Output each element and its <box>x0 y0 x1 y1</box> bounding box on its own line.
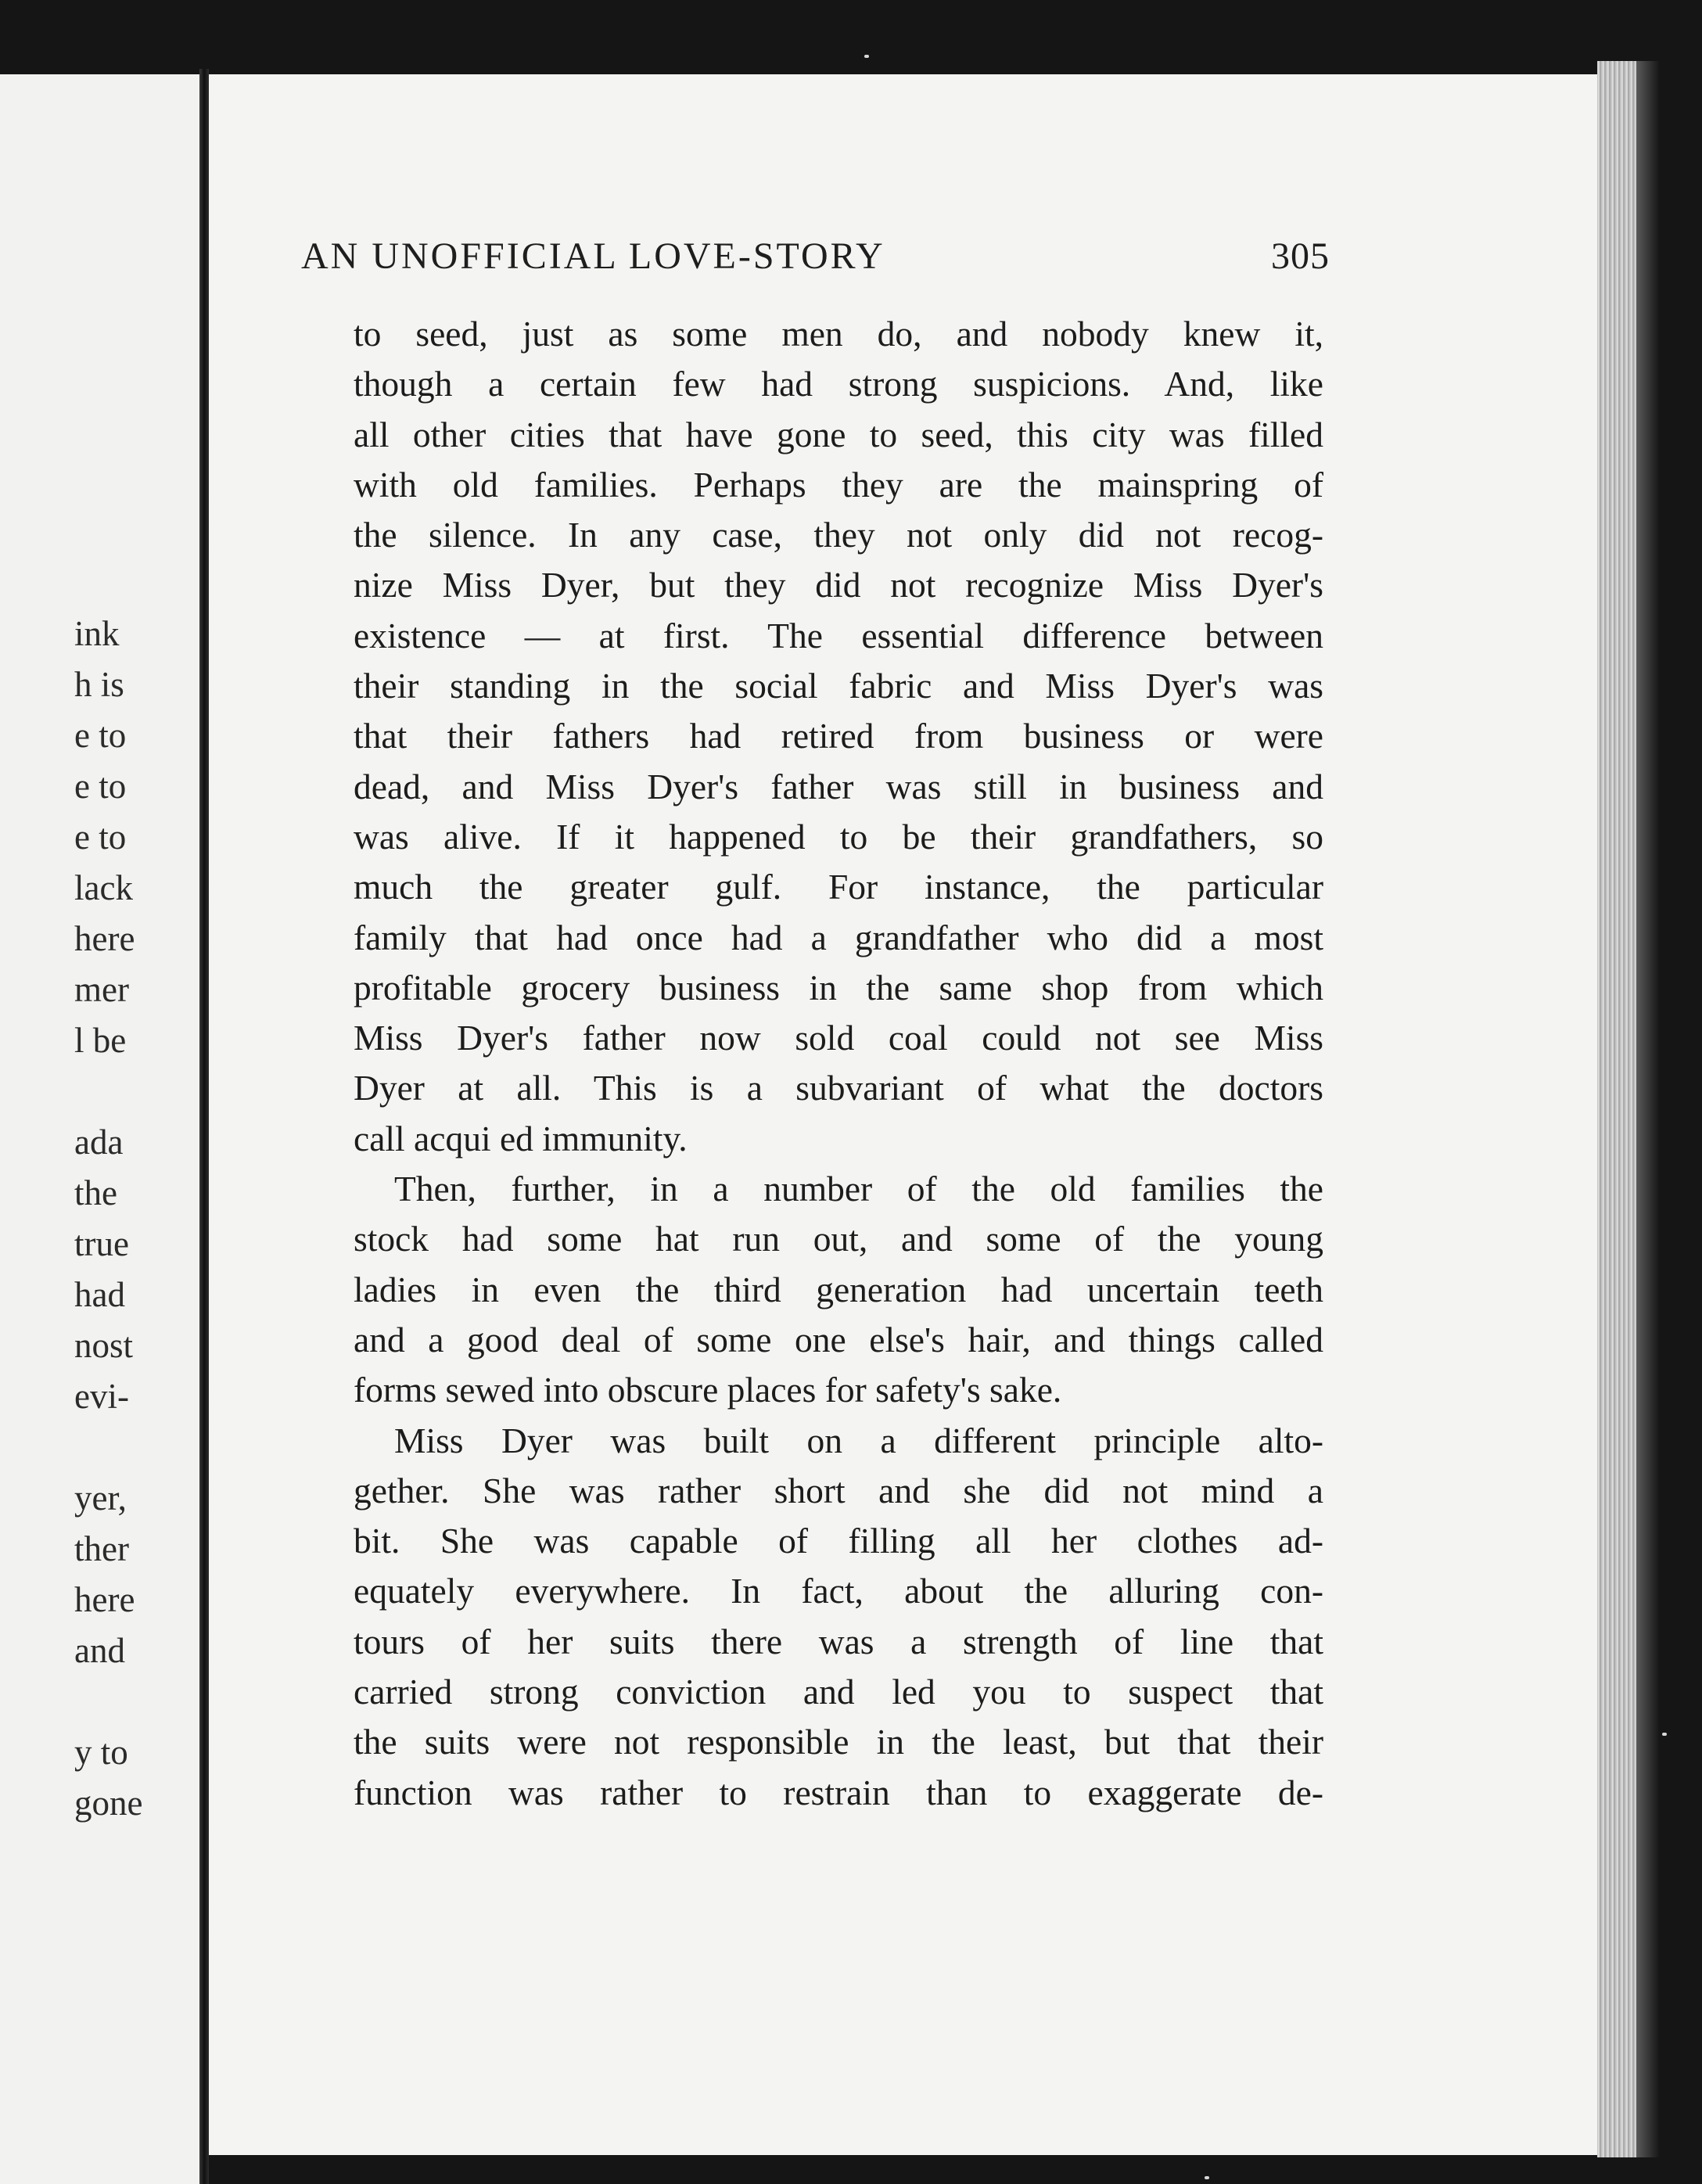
left-page-fragment: h is <box>74 665 124 704</box>
left-page-fragment: true <box>74 1224 129 1263</box>
page-edge-shadow <box>1636 61 1660 2157</box>
scan-speck <box>864 55 869 58</box>
left-page-fragment: gone <box>74 1783 143 1823</box>
running-title: AN UNOFFICIAL LOVE-STORY <box>301 235 885 277</box>
scan-speck <box>1662 1733 1667 1736</box>
left-page-fragment: nost <box>74 1326 134 1365</box>
left-page-fragment: e to <box>74 767 127 806</box>
left-page-fragment: e to <box>74 716 127 755</box>
left-page-fragment: l be <box>74 1021 127 1060</box>
text-line: and a good deal of some one else's hair, and things called <box>354 1319 1323 1360</box>
left-facing-page <box>0 74 199 2184</box>
text-line: call acqui ed immunity. <box>354 1118 688 1158</box>
text-line: bit. She was capable of filling all her clothes ad- <box>354 1521 1323 1561</box>
body-text <box>354 309 1323 1818</box>
text-line: equately everywhere. In fact, about the alluring con- <box>354 1571 1323 1611</box>
left-page-fragment: and <box>74 1631 125 1670</box>
text-line: family that had once had a grandfather who did a most <box>354 917 1323 957</box>
text-line: the suits were not responsible in the least, but that their <box>354 1722 1323 1762</box>
left-page-fragment: yer, <box>74 1478 127 1518</box>
text-line: gether. She was rather short and she did not mind a <box>354 1470 1323 1510</box>
book-gutter <box>199 69 209 2184</box>
text-line: existence — at first. The essential difference between <box>354 615 1323 656</box>
left-page-fragment: mer <box>74 970 129 1009</box>
text-line: their standing in the social fabric and Miss Dyer's was <box>354 666 1323 706</box>
text-line: that their fathers had retired from business or were <box>354 716 1323 756</box>
left-page-fragment: e to <box>74 817 127 857</box>
text-line: profitable grocery business in the same shop from which <box>354 967 1323 1008</box>
left-page-fragment: here <box>74 919 135 958</box>
text-line: nize Miss Dyer, but they did not recognize Miss Dyer's <box>354 565 1323 605</box>
text-line: all other cities that have gone to seed, this city was filled <box>354 414 1323 454</box>
text-line: stock had some hat run out, and some of the young <box>354 1219 1323 1259</box>
running-head <box>301 235 1330 282</box>
text-line: Then, further, in a number of the old families the <box>394 1169 1323 1209</box>
text-line: Miss Dyer was built on a different principle alto- <box>394 1420 1323 1460</box>
left-page-fragment: ink <box>74 614 120 653</box>
text-line: Miss Dyer's father now sold coal could not see Miss <box>354 1018 1323 1058</box>
text-line: the silence. In any case, they not only did not recog- <box>354 515 1323 555</box>
left-page-fragment: ada <box>74 1123 124 1162</box>
text-line: much the greater gulf. For instance, the particular <box>354 867 1323 907</box>
left-page-fragment: had <box>74 1275 125 1314</box>
text-line: Dyer at all. This is a subvariant of what the doctors <box>354 1068 1323 1108</box>
text-line: though a certain few had strong suspicions. And, like <box>354 364 1323 404</box>
scan-speck <box>1205 2176 1209 2179</box>
text-line: function was rather to restrain than to exaggerate de- <box>354 1772 1323 1812</box>
text-line: carried strong conviction and led you to suspect that <box>354 1672 1323 1712</box>
left-page-fragment: here <box>74 1580 135 1619</box>
left-page-fragment: lack <box>74 868 133 907</box>
text-line: to seed, just as some men do, and nobody knew it, <box>354 314 1323 354</box>
page-edges <box>1597 61 1636 2157</box>
text-line: dead, and Miss Dyer's father was still in business and <box>354 766 1323 806</box>
left-page-fragment: y to <box>74 1733 128 1772</box>
left-page-fragment: evi- <box>74 1377 129 1416</box>
text-line: with old families. Perhaps they are the mainspring of <box>354 464 1323 505</box>
left-page-fragment: the <box>74 1173 117 1212</box>
text-line: forms sewed into obscure places for safety's sake. <box>354 1370 1062 1410</box>
left-page-fragment: ther <box>74 1529 129 1568</box>
page-number: 305 <box>1271 235 1330 277</box>
text-line: ladies in even the third generation had uncertain teeth <box>354 1269 1323 1309</box>
text-line: was alive. If it happened to be their grandfathers, so <box>354 816 1323 857</box>
text-line: tours of her suits there was a strength of line that <box>354 1621 1323 1661</box>
